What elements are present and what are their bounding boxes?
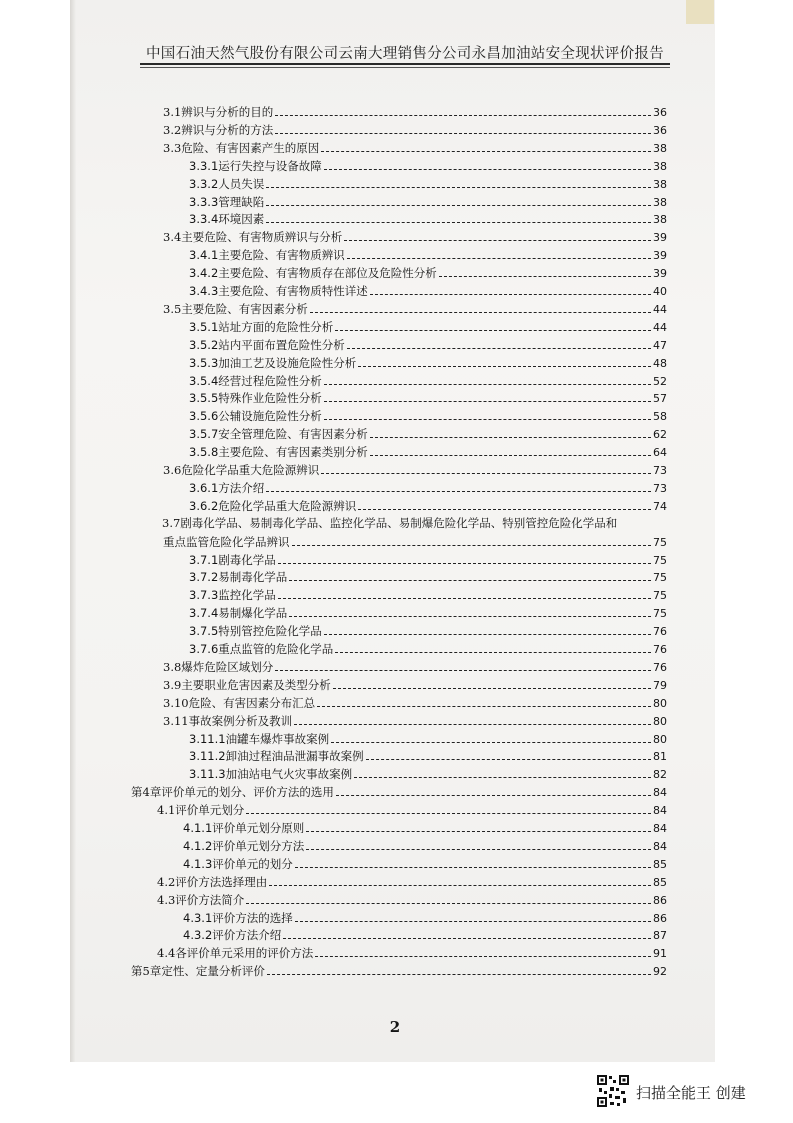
toc-entry-title: 3.11事故案例分析及教训: [163, 713, 293, 728]
toc-dot-leader: [358, 366, 651, 367]
toc-entry-title: 3.11.1油罐车爆炸事故案例: [189, 731, 330, 746]
toc-dot-leader: [315, 956, 651, 957]
toc-entry: [189, 425, 667, 442]
toc-entry-title: 3.4.2主要危险、有害物质存在部位及危险性分析: [189, 266, 437, 281]
toc-entry: [183, 909, 667, 926]
toc-entry-title: 3.7.3监控化学品: [189, 588, 276, 603]
toc-entry-page: 84: [653, 839, 667, 853]
toc-entry-title: 3.4.1主要危险、有害物质辨识: [189, 248, 345, 263]
toc-dot-leader: [335, 652, 651, 653]
toc-dot-leader: [336, 795, 651, 796]
toc-entry-title: 3.3.3管理缺陷: [189, 194, 265, 209]
toc-dot-leader: [347, 348, 651, 349]
toc-dot-leader: [344, 240, 651, 241]
toc-entry-page: 76: [653, 643, 667, 656]
toc-dot-leader: [266, 205, 651, 206]
toc-entry-page: 73: [653, 464, 667, 477]
toc-entry: [189, 765, 667, 782]
toc-dot-leader: [370, 437, 651, 438]
toc-entry: [189, 568, 667, 585]
toc-entry: [157, 801, 667, 818]
toc-dot-leader: [266, 187, 651, 188]
toc-entry: [189, 354, 667, 371]
toc-dot-leader: [275, 670, 651, 671]
toc-entry-title: 3.3危险、有害因素产生的原因: [163, 140, 320, 155]
toc-entry-page: 80: [653, 714, 667, 728]
toc-entry: [189, 246, 667, 263]
toc-entry-title: 3.7剧毒化学品、易制毒化学品、监控化学品、易制爆危险化学品、特别管控危险化学品和: [162, 515, 618, 530]
toc-dot-leader: [347, 258, 651, 259]
toc-entry-title: 3.5.5特殊作业危险性分析: [189, 391, 322, 406]
toc-entry: [157, 873, 667, 890]
toc-entry-title: 4.3评价方法简介: [157, 892, 245, 907]
toc-entry: [183, 926, 667, 943]
toc-entry: [163, 676, 667, 693]
toc-dot-leader: [267, 974, 651, 975]
toc-entry-title: 3.6.1方法介绍: [189, 480, 265, 495]
toc-entry-title: 3.7.5特别管控危险化学品: [189, 624, 322, 639]
toc-dot-leader: [294, 724, 651, 725]
toc-entry-page: 62: [653, 428, 667, 442]
toc-entry: [189, 551, 667, 568]
toc-entry-page: 44: [653, 302, 667, 316]
toc-entry: [189, 336, 667, 353]
toc-entry-page: 85: [653, 875, 667, 889]
toc-dot-leader: [335, 330, 651, 331]
toc-entry-title: 第4章评价单元的划分、评价方法的选用: [131, 785, 334, 800]
toc-entry-page: 76: [653, 660, 667, 674]
toc-entry: [189, 640, 667, 657]
toc-dot-leader: [324, 384, 651, 385]
toc-entry-page: 80: [653, 732, 667, 746]
toc-dot-leader: [331, 742, 651, 743]
toc-entry-page: 36: [653, 106, 667, 119]
toc-entry-page: 75: [653, 607, 667, 621]
toc-entry-title: 3.10危险、有害因素分布汇总: [163, 695, 316, 710]
toc-dot-leader: [266, 222, 651, 223]
toc-entry: [183, 837, 667, 854]
toc-entry-title: 3.5.4经营过程危险性分析: [189, 373, 322, 388]
toc-dot-leader: [283, 938, 651, 939]
toc-entry: [163, 228, 667, 245]
toc-entry-page: 75: [653, 571, 667, 585]
toc-entry-title: 3.8爆炸危险区域划分: [163, 659, 274, 674]
toc-entry-page: 85: [653, 857, 667, 871]
toc-dot-leader: [246, 903, 651, 904]
toc-entry-page: 87: [653, 929, 667, 943]
toc-entry: [189, 586, 667, 603]
toc-entry-page: 79: [653, 678, 667, 692]
toc-dot-leader: [275, 133, 651, 134]
toc-entry: [189, 622, 667, 639]
toc-dot-leader: [306, 831, 651, 832]
toc-entry-title: 3.5.2站内平面布置危险性分析: [189, 337, 345, 352]
toc-entry-title: 3.9主要职业危害因素及类型分析: [163, 677, 331, 692]
toc-dot-leader: [324, 401, 651, 402]
toc-entry-title: 3.4主要危险、有害物质辨识与分析: [163, 230, 343, 245]
toc-entry-title: 3.3.1运行失控与设备故障: [189, 158, 322, 173]
toc-dot-leader: [310, 312, 651, 313]
toc-entry: [163, 139, 667, 156]
toc-entry-page: 75: [653, 553, 667, 567]
toc-entry: [189, 175, 667, 192]
toc-entry-page: 39: [653, 231, 667, 245]
toc-dot-leader: [269, 885, 651, 886]
toc-entry-page: 40: [653, 285, 667, 298]
toc-entry: [163, 121, 667, 138]
toc-entry-page: 39: [653, 267, 667, 281]
toc-entry: [189, 443, 667, 460]
toc-entry-title: 3.7.1剧毒化学品: [189, 552, 276, 567]
toc-entry-page: 38: [653, 159, 667, 173]
toc-dot-leader: [354, 777, 651, 778]
toc-entry-page: 84: [653, 786, 667, 800]
toc-entry-title: 3.7.4易制爆化学品: [189, 606, 288, 621]
toc-entry-page: 76: [653, 625, 667, 639]
toc-entry: [163, 712, 667, 729]
report-header-title: 中国石油天然气股份有限公司云南大理销售分公司永昌加油站安全现状评价报告: [146, 46, 664, 62]
toc-entry: [189, 730, 667, 747]
qr-code-icon: [596, 1074, 630, 1108]
toc-entry: [163, 694, 667, 711]
toc-entry-title: 4.1.1评价单元划分原则: [183, 821, 305, 835]
toc-dot-leader: [275, 115, 651, 116]
toc-entry-page: 91: [653, 947, 667, 961]
toc-entry-page: 84: [653, 804, 667, 818]
toc-dot-leader: [439, 276, 651, 277]
toc-entry-title: 3.2辨识与分析的方法: [163, 122, 274, 137]
toc-dot-leader: [317, 706, 651, 707]
toc-entry: [131, 962, 667, 979]
toc-entry-title: 3.5.8主要危险、有害因素类别分析: [189, 445, 368, 460]
toc-entry-title: 3.6.2危险化学品重大危险源辨识: [189, 498, 357, 513]
toc-dot-leader: [278, 598, 651, 599]
toc-dot-leader: [295, 921, 651, 922]
toc-entry-page: 44: [653, 320, 667, 334]
toc-entry-page: 38: [653, 141, 667, 155]
toc-dot-leader: [333, 688, 651, 689]
toc-entry: [163, 658, 667, 675]
toc-dot-leader: [289, 580, 651, 581]
toc-entry: [131, 783, 667, 800]
toc-entry-title: 3.7.2易制毒化学品: [189, 570, 288, 585]
toc-entry-page: 82: [653, 768, 667, 782]
toc-entry-title: 4.1.3评价单元的划分: [183, 856, 293, 871]
toc-entry: [189, 479, 667, 496]
toc-entry-title: 3.6危险化学品重大危险源辨识: [163, 463, 320, 477]
toc-entry: [189, 318, 667, 335]
toc-entry-page: 36: [653, 123, 667, 137]
toc-entry: [189, 747, 667, 764]
toc-dot-leader: [278, 563, 651, 564]
toc-entry: [189, 407, 667, 424]
toc-entry: [189, 389, 667, 406]
toc-entry: [157, 944, 667, 961]
toc-dot-leader: [370, 294, 651, 295]
toc-entry-title: 4.3.2评价方法介绍: [183, 928, 282, 943]
toc-dot-leader: [324, 634, 651, 635]
toc-entry: [189, 264, 667, 281]
toc-dot-leader: [306, 849, 651, 850]
toc-dot-leader: [321, 473, 651, 474]
toc-entry-title: 3.3.2人员失误: [189, 176, 265, 191]
toc-entry-page: 48: [653, 356, 667, 370]
toc-entry-title: 4.3.1评价方法的选择: [183, 910, 293, 925]
toc-entry-page: 84: [653, 822, 667, 835]
toc-entry-title: 3.1辨识与分析的目的: [163, 105, 274, 119]
toc-entry: [189, 210, 667, 227]
toc-entry: [163, 533, 667, 550]
toc-dot-leader: [246, 813, 651, 814]
toc-entry-title: 3.5.7安全管理危险、有害因素分析: [189, 427, 368, 442]
toc-dot-leader: [289, 616, 651, 617]
page-number: 2: [389, 1018, 401, 1036]
toc-entry-page: 80: [653, 696, 667, 710]
toc-entry-title: 3.5.3加油工艺及设施危险性分析: [189, 355, 357, 370]
toc-entry-title: 3.7.6重点监管的危险化学品: [189, 642, 334, 656]
toc-entry-title: 3.3.4环境因素: [189, 212, 265, 227]
toc-dot-leader: [358, 509, 651, 510]
toc-entry: [189, 604, 667, 621]
toc-entry-title: 第5章定性、定量分析评价: [131, 964, 265, 979]
toc-dot-leader: [324, 169, 651, 170]
toc-entry-page: 86: [653, 911, 667, 925]
toc-entry: [183, 855, 667, 872]
toc-entry: [183, 819, 667, 836]
toc-entry-page: 39: [653, 249, 667, 263]
toc-entry-page: 86: [653, 893, 667, 907]
toc-entry-page: 73: [653, 481, 667, 495]
toc-entry-title: 3.5.1站址方面的危险性分析: [189, 319, 334, 334]
toc-entry-title: 4.2评价方法选择理由: [157, 874, 268, 889]
toc-entry-title: 4.4各评价单元采用的评价方法: [157, 946, 314, 961]
toc-entry: [163, 461, 667, 478]
toc-entry-page: 75: [653, 589, 667, 603]
toc-entry-page: 47: [653, 338, 667, 352]
toc-entry-title: 4.1.2评价单元划分方法: [183, 838, 305, 853]
toc-dot-leader: [324, 419, 651, 420]
toc-entry: [163, 300, 667, 317]
toc-entry-title: 3.4.3主要危险、有害物质特性详述: [189, 284, 368, 298]
toc-entry: [163, 103, 667, 120]
toc-entry-page: 38: [653, 177, 667, 191]
toc-entry-page: 75: [653, 535, 667, 549]
toc-entry: [189, 282, 667, 299]
toc-entry-page: 64: [653, 446, 667, 460]
toc-entry: [157, 891, 667, 908]
toc-dot-leader: [370, 455, 651, 456]
toc-entry-title: 重点监管危险化学品辨识: [163, 534, 290, 549]
toc-entry-page: 57: [653, 392, 667, 406]
toc-entry-page: 58: [653, 410, 667, 424]
toc-entry: [189, 372, 667, 389]
toc-dot-leader: [266, 491, 651, 492]
toc-entry-page: 38: [653, 213, 667, 227]
toc-entry: [189, 497, 667, 514]
toc-entry: [189, 157, 667, 174]
toc-dot-leader: [366, 759, 651, 760]
toc-dot-leader: [321, 151, 651, 152]
toc-entry-page: 38: [653, 195, 667, 209]
toc-entry-title: 3.5.6公辅设施危险性分析: [189, 409, 322, 424]
toc-entry-page: 92: [653, 965, 667, 979]
toc-dot-leader: [295, 867, 651, 868]
scanner-watermark: 扫描全能王 创建: [636, 1084, 746, 1102]
toc-entry-page: 52: [653, 374, 667, 388]
toc-entry-page: 74: [653, 499, 667, 513]
toc-entry-title: 3.5主要危险、有害因素分析: [163, 301, 308, 316]
toc-entry-page: 81: [653, 750, 667, 764]
toc-entry: [189, 193, 667, 210]
toc-entry-title: 3.11.2卸油过程油品泄漏事故案例: [189, 749, 364, 764]
toc-entry-title: 4.1评价单元划分: [157, 803, 245, 818]
toc-dot-leader: [292, 545, 652, 546]
toc-entry-title: 3.11.3加油站电气火灾事故案例: [189, 767, 353, 782]
